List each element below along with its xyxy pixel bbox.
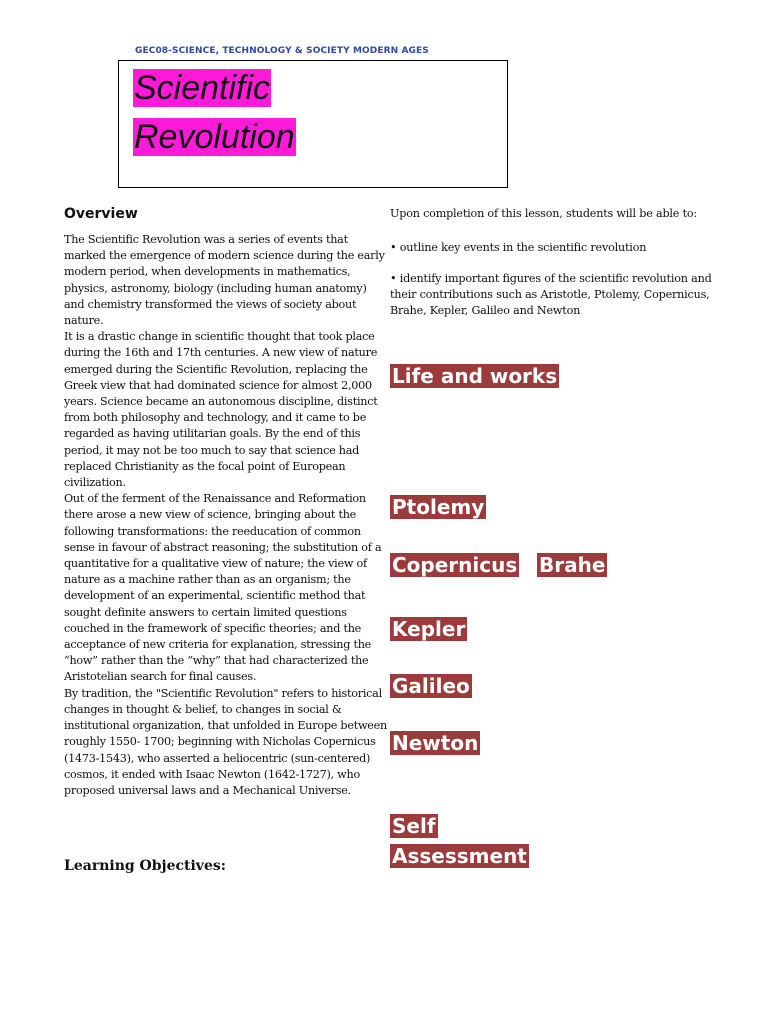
section-label-ptolemy: Ptolemy	[392, 495, 485, 519]
section-label-galileo: Galileo	[392, 674, 470, 698]
overview-paragraph: It is a drastic change in scientific thought that took place during the 16th and 17th centuries. A new view of nature emerged during the Scientific Revolution, replacing the Greek view that had dominated science for almost 2,000 years. Science became an autonomous discipline, distinct from both philosophy and technology, and it came to be regarded as having utilitarian goals. By the end of this period, it may not be too much to say that science had replaced Christianity as the focal point of European civilization.	[64, 330, 378, 490]
overview-paragraph: Out of the ferment of the Renaissance and Reformation there arose a new view of science, bringing about the following transformations: the reeducation of common sense in favour of abstract reasoning; the substitution of a quantitative for a qualitative view of nature; the view of nature as a machine rather than as an organism; the development of an experimental, scientific method that sought definite answers to certain limited questions couched in the framework of specific theories; and the acceptance of new criteria for explanation, stressing the “how” rather than the “why” that had characterized the Aristotelian search for final causes.	[64, 492, 382, 684]
objective-bullet: • outline key events in the scientific revolution	[390, 241, 647, 254]
section-label-kepler: Kepler	[392, 617, 466, 641]
section-label-brahe: Brahe	[539, 553, 606, 577]
objectives-intro: Upon completion of this lesson, students will be able to:	[390, 207, 697, 220]
learning-objectives-heading: Learning Objectives:	[64, 858, 226, 874]
section-label-life-and-works: Life and works	[392, 364, 558, 388]
overview-paragraph: The Scientific Revolution was a series of events that marked the emergence of modern science during the early modern period, when developments in mathematics, physics, astronomy, biology (including human anatomy) and chemistry transformed the views of society about nature.	[64, 233, 385, 328]
course-header: GEC08-SCIENCE, TECHNOLOGY & SOCIETY MODERN AGES	[135, 46, 429, 56]
section-label-self: Self	[392, 814, 436, 838]
section-label-assessment: Assessment	[392, 844, 527, 868]
section-label-copernicus: Copernicus	[392, 553, 518, 577]
title-line-1: Scientific	[134, 69, 271, 107]
title-box	[118, 60, 508, 188]
overview-body	[64, 232, 390, 799]
overview-heading: Overview	[64, 206, 138, 222]
overview-paragraph: By tradition, the "Scientific Revolution" refers to historical changes in thought & belief, to changes in social & institutional organization, that unfolded in Europe between roughly 1550- 1700; beginning with Nicholas Copernicus (1473-1543), who asserted a heliocentric (sun-centered) cosmos, it ended with Isaac Newton (1642-1727), who proposed universal laws and a Mechanical Universe.	[64, 686, 387, 797]
section-label-newton: Newton	[392, 731, 479, 755]
objective-bullet: • identify important figures of the scientific revolution and their contributions such as Aristotle, Ptolemy, Copernicus, Brahe, Kepler, Galileo and Newton	[390, 272, 712, 317]
title-line-2: Revolution	[134, 118, 295, 156]
objectives-block	[390, 206, 720, 319]
